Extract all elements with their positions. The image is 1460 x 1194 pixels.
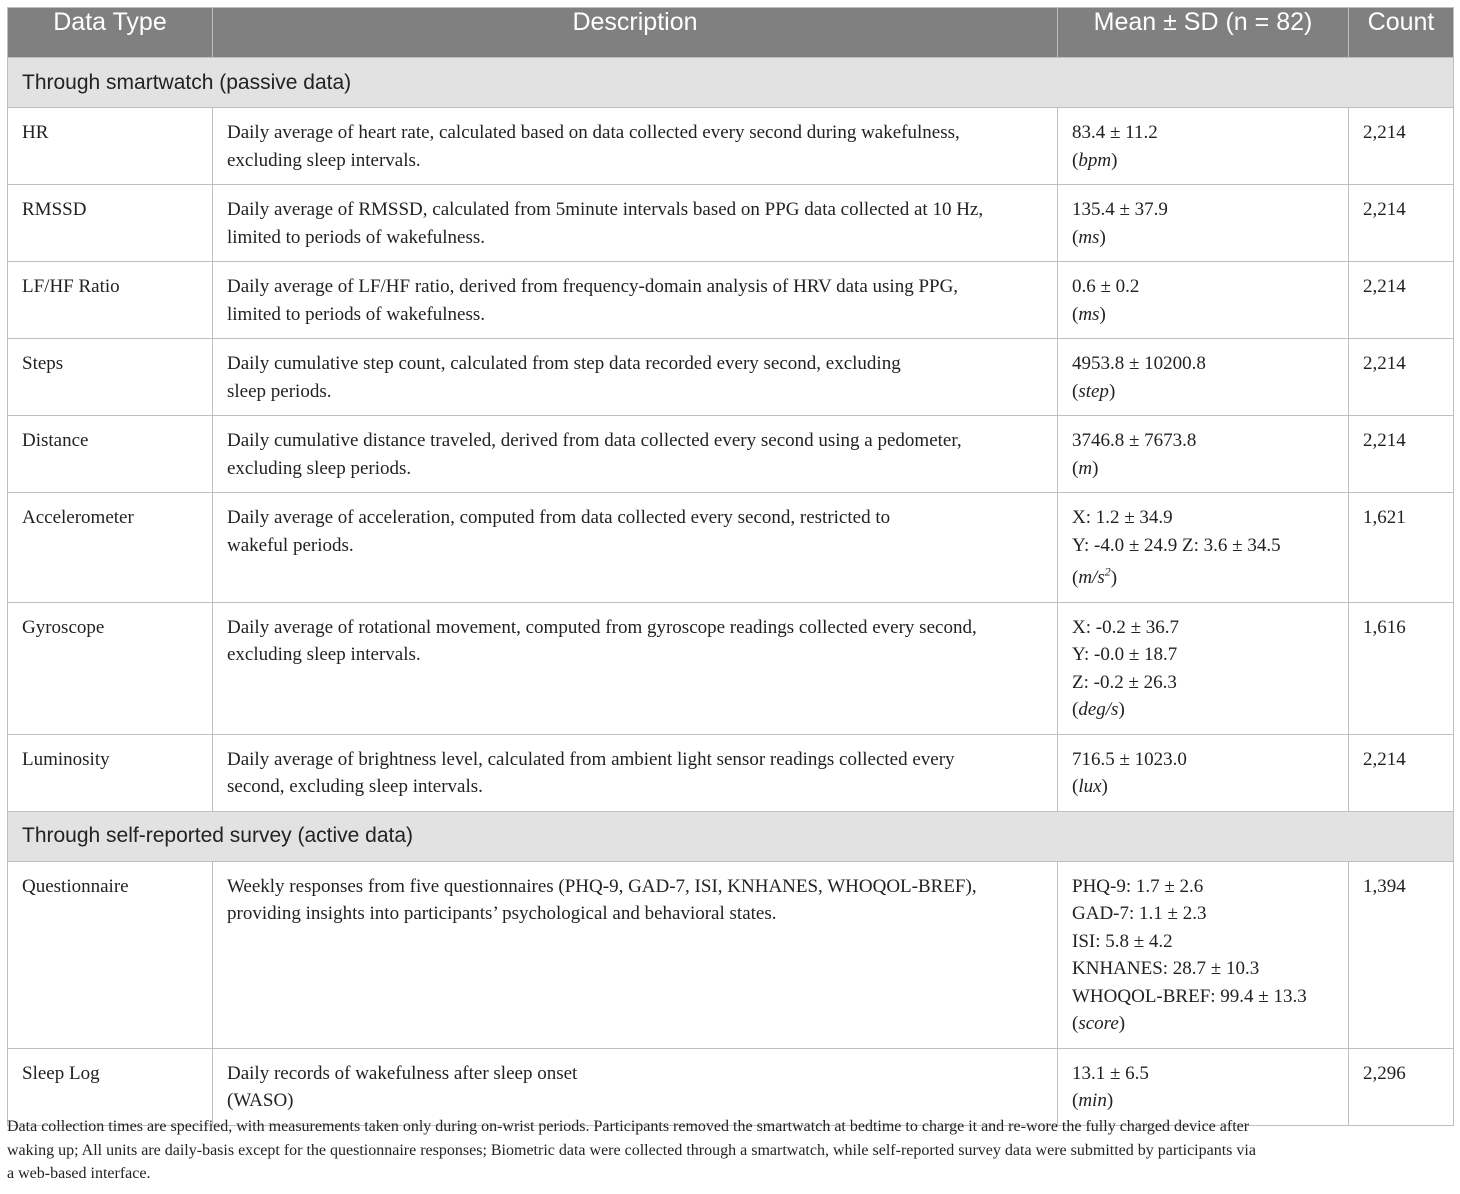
- description-cell: [213, 493, 1058, 603]
- table-row: [8, 602, 1454, 734]
- mean-sd-cell: [1058, 262, 1349, 339]
- mean-sd-value: Z: -0.2 ± 26.3: [1072, 671, 1177, 693]
- mean-sd-value: 4953.8 ± 10200.8: [1072, 353, 1206, 374]
- unit-line: (ms): [1072, 226, 1106, 248]
- mean-sd-cell: [1058, 734, 1349, 811]
- description-line: Daily cumulative distance traveled, derived from data collected every second using a pedometer,: [227, 430, 962, 451]
- table-footnote: [7, 1115, 1457, 1186]
- section-title: Through self-reported survey (active data): [8, 811, 1454, 861]
- data-type-cell: Gyroscope: [8, 602, 213, 734]
- count-cell: 2,214: [1349, 734, 1454, 811]
- description-line: Daily cumulative step count, calculated from step data recorded every second, excluding: [227, 353, 901, 374]
- table-row: [8, 734, 1454, 811]
- description-line: wakeful periods.: [227, 534, 354, 556]
- data-type-cell: Steps: [8, 339, 213, 416]
- unit-text: deg/s: [1078, 699, 1119, 721]
- description-line: sleep periods.: [227, 380, 332, 402]
- footnote-line: a web-based interface.: [7, 1165, 151, 1182]
- unit-line: (min): [1072, 1090, 1114, 1112]
- data-table: [7, 7, 1454, 1126]
- mean-sd-cell: [1058, 861, 1349, 1048]
- description-cell: [213, 339, 1058, 416]
- description-cell: [213, 185, 1058, 262]
- unit-label: [1078, 1013, 1118, 1034]
- description-line: Daily average of acceleration, computed from data collected every second, restricted to: [227, 507, 891, 528]
- description-cell: [213, 861, 1058, 1048]
- table-row: [8, 185, 1454, 262]
- unit-line: (bpm): [1072, 149, 1118, 171]
- mean-sd-value: PHQ-9: 1.7 ± 2.6: [1072, 875, 1204, 897]
- unit-line: (m): [1072, 457, 1099, 479]
- unit-text: lux: [1078, 776, 1102, 798]
- count-cell: 2,214: [1349, 416, 1454, 493]
- description-line: Daily average of RMSSD, calculated from 5minute intervals based on PPG data collected at 10 Hz,: [227, 199, 984, 220]
- data-type-cell: LF/HF Ratio: [8, 262, 213, 339]
- unit-label: [1078, 304, 1099, 325]
- unit-line: $(m/s^2)$: [1072, 565, 1118, 589]
- data-type-cell: Questionnaire: [8, 861, 213, 1048]
- count-cell: 2,214: [1349, 185, 1454, 262]
- mean-sd-value: 3746.8 ± 7673.8: [1072, 430, 1197, 451]
- unit-label: [1078, 1090, 1107, 1111]
- mean-sd-value: 0.6 ± 0.2: [1072, 276, 1140, 297]
- unit-label: [1078, 227, 1099, 248]
- mean-sd-cell: [1058, 416, 1349, 493]
- mean-sd-value: 83.4 ± 11.2: [1072, 122, 1158, 143]
- description-line: excluding sleep intervals.: [227, 149, 421, 171]
- count-cell: 2,214: [1349, 262, 1454, 339]
- mean-sd-value: Y: -4.0 ± 24.9 Z: 3.6 ± 34.5: [1072, 534, 1281, 556]
- table-row: [8, 108, 1454, 185]
- mean-sd-value: X: 1.2 ± 34.9: [1072, 507, 1173, 528]
- unit-text: bpm: [1078, 149, 1112, 171]
- table-row: [8, 262, 1454, 339]
- description-line: Daily average of rotational movement, computed from gyroscope readings collected every second,: [227, 616, 977, 638]
- count-cell: 2,296: [1349, 1048, 1454, 1125]
- section-title: Through smartwatch (passive data): [8, 58, 1454, 108]
- data-type-cell: RMSSD: [8, 185, 213, 262]
- mean-sd-cell: [1058, 493, 1349, 603]
- data-type-cell: Distance: [8, 416, 213, 493]
- description-line: Daily records of wakefulness after sleep onset: [227, 1062, 578, 1084]
- description-line: limited to periods of wakefulness.: [227, 226, 486, 248]
- description-line: (WASO): [227, 1090, 294, 1112]
- count-cell: 1,394: [1349, 861, 1454, 1048]
- header-description: Description: [213, 8, 1058, 58]
- unit-label: [1078, 776, 1101, 797]
- data-type-cell: Sleep Log: [8, 1048, 213, 1125]
- table-row: [8, 339, 1454, 416]
- unit-text: score: [1078, 1013, 1119, 1035]
- mean-sd-cell: [1058, 602, 1349, 734]
- data-type-cell: HR: [8, 108, 213, 185]
- header-count: Count: [1349, 8, 1454, 58]
- mean-sd-value: KNHANES: 28.7 ± 10.3: [1072, 958, 1260, 980]
- unit-text: ms: [1078, 303, 1100, 325]
- description-cell: [213, 602, 1058, 734]
- description-cell: [213, 734, 1058, 811]
- count-cell: 2,214: [1349, 339, 1454, 416]
- description-cell: [213, 1048, 1058, 1125]
- section-row: [8, 811, 1454, 861]
- data-type-cell: Luminosity: [8, 734, 213, 811]
- mean-sd-value: WHOQOL-BREF: 99.4 ± 13.3: [1072, 985, 1307, 1007]
- unit-line: (score): [1072, 1013, 1126, 1035]
- mean-sd-value: X: -0.2 ± 36.7: [1072, 616, 1180, 638]
- description-line: Daily average of heart rate, calculated based on data collected every second during wakefulness,: [227, 122, 960, 143]
- footnote-line: Data collection times are specified, with measurements taken only during on-wrist periods. Participants removed the smartwatch at bedtime to charge it and re-wore the fully charged device after: [7, 1118, 1250, 1135]
- header-data-type: Data Type: [8, 8, 213, 58]
- section-row: [8, 58, 1454, 108]
- description-line: second, excluding sleep intervals.: [227, 776, 483, 798]
- description-line: excluding sleep periods.: [227, 457, 412, 479]
- unit-text: step: [1078, 380, 1109, 402]
- unit-line: (lux): [1072, 776, 1108, 798]
- table-body: [8, 58, 1454, 1126]
- description-line: providing insights into participants’ psychological and behavioral states.: [227, 903, 777, 925]
- description-line: Daily average of LF/HF ratio, derived from frequency-domain analysis of HRV data using PPG,: [227, 276, 959, 297]
- unit-line: (step): [1072, 380, 1116, 402]
- mean-sd-value: GAD-7: 1.1 ± 2.3: [1072, 903, 1207, 925]
- unit-label: [1078, 381, 1109, 402]
- unit-label: [1078, 150, 1111, 171]
- table-row: [8, 861, 1454, 1048]
- description-line: Weekly responses from five questionnaires (PHQ-9, GAD-7, ISI, KNHANES, WHOQOL-BREF),: [227, 875, 977, 897]
- mean-sd-value: 13.1 ± 6.5: [1072, 1062, 1149, 1084]
- count-cell: 1,616: [1349, 602, 1454, 734]
- unit-line: (ms): [1072, 303, 1106, 325]
- mean-sd-value: Y: -0.0 ± 18.7: [1072, 644, 1178, 666]
- unit-text: m/s: [1078, 567, 1105, 589]
- count-cell: 1,621: [1349, 493, 1454, 603]
- unit-label: [1078, 458, 1092, 479]
- description-cell: [213, 262, 1058, 339]
- mean-sd-value: ISI: 5.8 ± 4.2: [1072, 930, 1173, 952]
- table-row: [8, 416, 1454, 493]
- unit-text: ms: [1078, 226, 1100, 248]
- unit-label: [1078, 699, 1118, 720]
- table-row: [8, 1048, 1454, 1125]
- data-type-cell: Accelerometer: [8, 493, 213, 603]
- mean-sd-value: 716.5 ± 1023.0: [1072, 748, 1187, 770]
- description-line: limited to periods of wakefulness.: [227, 303, 486, 325]
- mean-sd-cell: [1058, 185, 1349, 262]
- mean-sd-cell: [1058, 108, 1349, 185]
- unit-line: (deg/s): [1072, 699, 1125, 721]
- table-row: [8, 493, 1454, 603]
- mean-sd-cell: [1058, 1048, 1349, 1125]
- header-mean-sd: Mean ± SD (n = 82): [1058, 8, 1349, 58]
- count-cell: 2,214: [1349, 108, 1454, 185]
- header-row: [8, 8, 1454, 58]
- description-line: excluding sleep intervals.: [227, 644, 421, 666]
- footnote-line: waking up; All units are daily-basis except for the questionnaire responses; Biometric data were collected through a smartwatch, while self-reported survey data were submitted by participants via: [7, 1141, 1256, 1159]
- description-cell: [213, 416, 1058, 493]
- mean-sd-value: 135.4 ± 37.9: [1072, 199, 1168, 220]
- mean-sd-cell: [1058, 339, 1349, 416]
- description-line: Daily average of brightness level, calculated from ambient light sensor readings collected every: [227, 748, 955, 770]
- unit-text: m: [1078, 457, 1093, 479]
- unit-label: [1078, 567, 1110, 588]
- unit-superscript: 2: [1104, 565, 1111, 579]
- description-cell: [213, 108, 1058, 185]
- unit-text: min: [1078, 1090, 1107, 1112]
